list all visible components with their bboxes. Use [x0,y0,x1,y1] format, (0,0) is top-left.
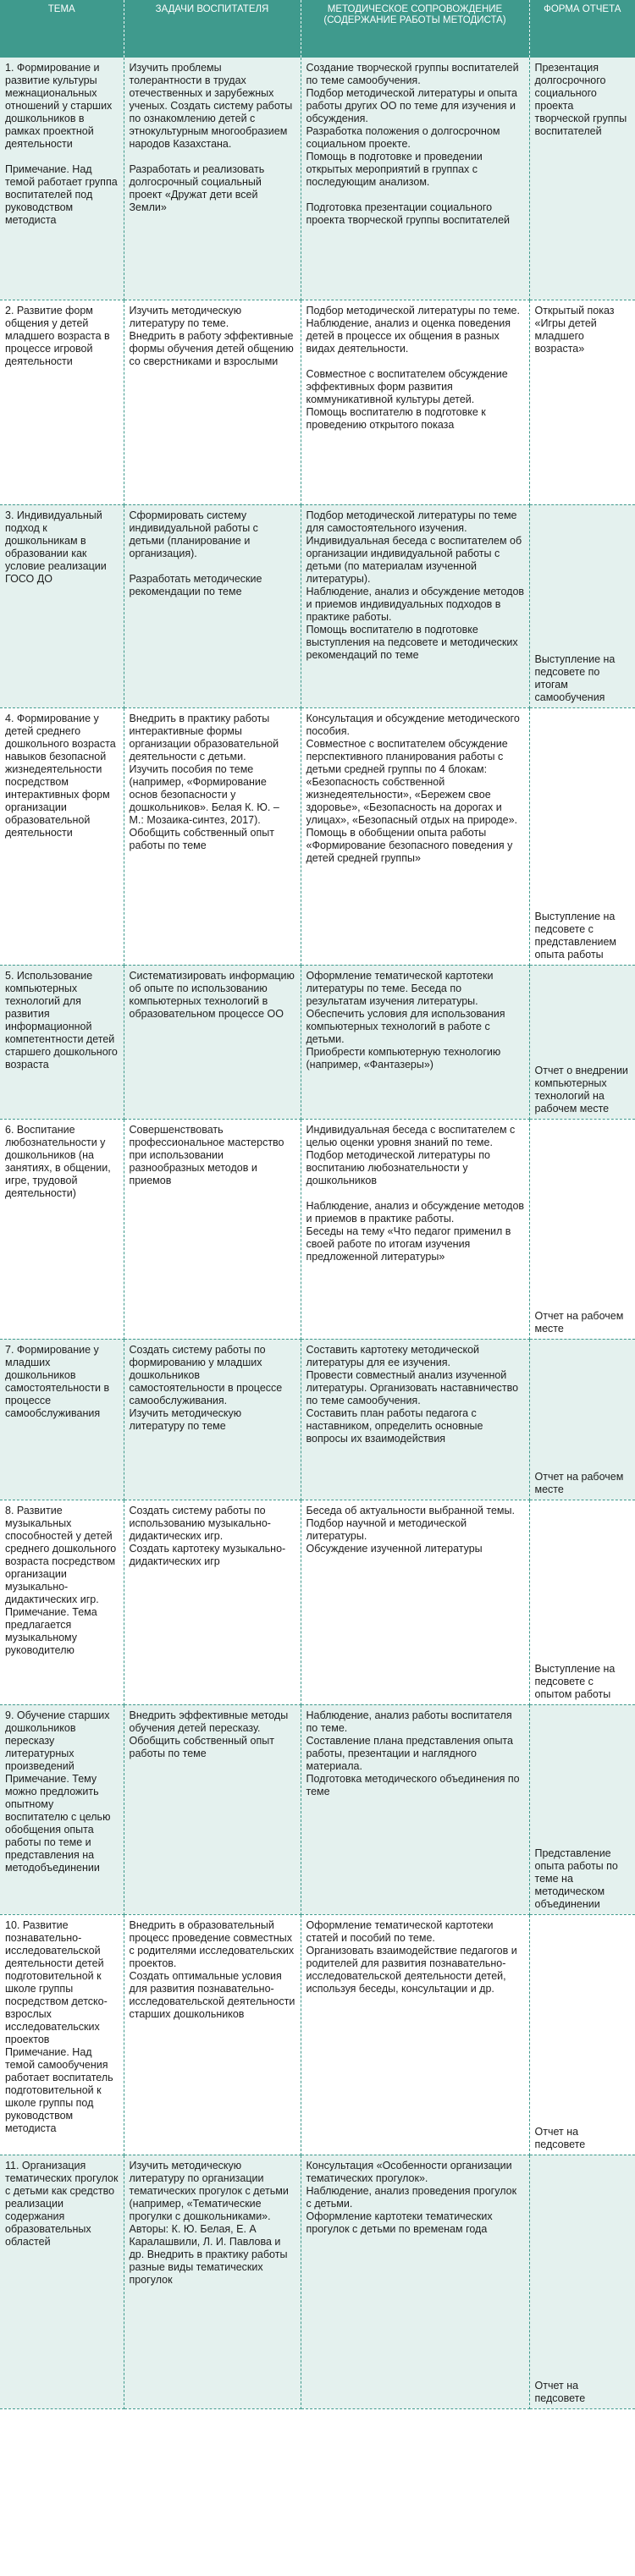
table-row [0,58,635,300]
topic-cell: 7. Формирование у младших дошкольников самостоятельности в процессе самообслуживания [0,1339,124,1500]
tasks-cell: Создать систему работы по формированию у младших дошкольников самостоятельности в процессе самообслуживания. Изучить методическую литературу по теме [124,1339,301,1500]
tasks-cell: Внедрить в образовательный процесс проведение совместных с родителями исследовательских проектов. Создать оптимальные условия для развития познавательно-исследовательской деятельности старших дошкольников [124,1914,301,2155]
header-report: ФОРМА ОТЧЕТА [529,0,635,58]
header-topic: ТЕМА [0,0,124,58]
report-cell: Представление опыта работы по теме на методическом объединении [529,1704,635,1914]
topic-cell: 3. Индивидуальный подход к дошкольникам в образовании как условие реализации ГОСО ДО [0,504,124,707]
tasks-cell: Изучить методическую литературу по теме. Внедрить в работу эффективные формы обучения детей общению со сверстниками и взрослыми [124,300,301,504]
topic-cell: 9. Обучение старших дошкольников пересказу литературных произведений Примечание. Тему можно предложить опытному воспитателю с целью обобщения опыта работы по теме и представления на методобъединении [0,1704,124,1914]
table-row [0,1339,635,1500]
support-cell: Консультация «Особенности организации тематических прогулок». Наблюдение, анализ проведения прогулок с детьми. Оформление картотеки тематических прогулок с детьми по временам года [301,2155,529,2408]
report-cell: Открытый показ «Игры детей младшего возраста» [529,300,635,504]
support-cell: Индивидуальная беседа с воспитателем с целью оценки уровня знаний по теме. Подбор методической литературы по воспитанию любознательности у дошкольников Наблюдение, анализ и обсуждение методов и приемов в практике работы. Беседы на тему «Что педагог применил в своей работе по итогам изучения предложенной литературы» [301,1119,529,1339]
support-cell: Беседа об актуальности выбранной темы. Подбор научной и методической литературы. Обсуждение изученной литературы [301,1500,529,1704]
tasks-cell: Внедрить в практику работы интерактивные формы организации образовательной деятельности с детьми. Изучить пособия по теме (например, «Формирование основ безопасности у дошкольников». Белая К. Ю. – М.: Мозаика-синтез, 2017). Обобщить собственный опыт работы по теме [124,707,301,965]
table-row [0,1119,635,1339]
report-cell: Выступление на педсовете с опытом работы [529,1500,635,1704]
support-cell: Подбор методической литературы по теме. Наблюдение, анализ и оценка поведения детей в процессе их общения в разных видах деятельности. Совместное с воспитателем обсуждение эффективных форм развития коммуникативной культуры детей. Помощь воспитателю в подготовке к проведению открытого показа [301,300,529,504]
header-tasks: ЗАДАЧИ ВОСПИТАТЕЛЯ [124,0,301,58]
support-cell: Оформление тематической картотеки литературы по теме. Беседа по результатам изучения литературы. Обеспечить условия для использования компьютерных технологий в работе с детьми. Приобрести компьютерную технологию (например, «Фантазеры») [301,965,529,1119]
table-row [0,1500,635,1704]
support-cell: Консультация и обсуждение методического пособия. Совместное с воспитателем обсуждение перспективного планирования работы с детьми средней группы по 4 блокам: «Безопасность собственной жизнедеятельности», «Бережем свое здоровье», «Безопасность на дорогах и улицах», «Безопасный отдых на природе». Помощь в обобщении опыта работы «Формирование безопасного поведения у детей средней группы» [301,707,529,965]
table-row [0,1704,635,1914]
table-row [0,1914,635,2155]
topic-cell: 4. Формирование у детей среднего дошкольного возраста навыков безопасной жизнедеятельности посредством интерактивных форм организации образовательной деятельности [0,707,124,965]
table-row [0,300,635,504]
report-cell: Отчет на рабочем месте [529,1119,635,1339]
support-cell: Подбор методической литературы по теме для самостоятельного изучения. Индивидуальная беседа с воспитателем об организации индивидуальной работы с детьми (по материалам изученной литературы). Наблюдение, анализ и обсуждение методов и приемов индивидуальных подходов в практике работы. Помощь воспитателю в подготовке выступления на педсовете и методических рекомендаций по теме [301,504,529,707]
topic-cell: 1. Формирование и развитие культуры межнациональных отношений у старших дошкольников в рамках проектной деятельности Примечание. Над темой работает группа воспитателей под руководством методиста [0,58,124,300]
tasks-cell: Сформировать систему индивидуальной работы с детьми (планирование и организация). Разработать методические рекомендации по теме [124,504,301,707]
topic-cell: 6. Воспитание любознательности у дошкольников (на занятиях, в общении, игре, трудовой деятельности) [0,1119,124,1339]
topic-cell: 10. Развитие познавательно-исследовательской деятельности детей подготовительной к школе группы посредством детско-взрослых исследовательских проектов Примечание. Над темой самообучения работает воспитатель подготовительной к школе группы под руководством методиста [0,1914,124,2155]
tasks-cell: Изучить проблемы толерантности в трудах отечественных и зарубежных ученых. Создать систему работы по ознакомлению детей с этнокультурным многообразием народов Казахстана. Разработать и реализовать долгосрочный социальный проект «Дружат дети всей Земли» [124,58,301,300]
tasks-cell: Создать систему работы по использованию музыкально-дидактических игр. Создать картотеку музыкально-дидактических игр [124,1500,301,1704]
report-cell: Отчет на педсовете [529,1914,635,2155]
table-row [0,504,635,707]
topic-cell: 2. Развитие форм общения у детей младшего возраста в процессе игровой деятельности [0,300,124,504]
report-cell: Отчет на педсовете [529,2155,635,2408]
report-cell: Выступление на педсовете с представлением опыта работы [529,707,635,965]
report-cell: Отчет о внедрении компьютерных технологий на рабочем месте [529,965,635,1119]
tasks-cell: Совершенствовать профессиональное мастерство при использовании разнообразных методов и приемов [124,1119,301,1339]
support-cell: Оформление тематической картотеки статей и пособий по теме. Организовать взаимодействие педагогов и родителей для развития познавательно-исследовательской деятельности детей, используя беседы, консультации и др. [301,1914,529,2155]
table-header [0,0,635,58]
table-row [0,965,635,1119]
topic-cell: 11. Организация тематических прогулок с детьми как средство реализации содержания образовательных областей [0,2155,124,2408]
support-cell: Наблюдение, анализ работы воспитателя по теме. Составление плана представления опыта работы, презентации и наглядного материала. Подготовка методического объединения по теме [301,1704,529,1914]
header-support: МЕТОДИЧЕСКОЕ СОПРОВОЖДЕНИЕ (СОДЕРЖАНИЕ РАБОТЫ МЕТОДИСТА) [301,0,529,58]
topic-cell: 8. Развитие музыкальных способностей у детей среднего дошкольного возраста посредством организации музыкально-дидактических игр. Примечание. Тема предлагается музыкальному руководителю [0,1500,124,1704]
report-cell: Отчет на рабочем месте [529,1339,635,1500]
tasks-cell: Внедрить эффективные методы обучения детей пересказу. Обобщить собственный опыт работы по теме [124,1704,301,1914]
report-cell: Выступление на педсовете по итогам самообучения [529,504,635,707]
report-cell: Презентация долгосрочного социального проекта творческой группы воспитателей [529,58,635,300]
table-row [0,2155,635,2408]
table-row [0,707,635,965]
tasks-cell: Систематизировать информацию об опыте по использованию компьютерных технологий в образовательном процессе ОО [124,965,301,1119]
tasks-cell: Изучить методическую литературу по организации тематических прогулок с детьми (например, «Тематические прогулки с дошкольниками». Авторы: К. Ю. Белая, Е. А Каралашвили, Л. И. Павлова и др. Внедрить в практику работы разные виды тематических прогулок [124,2155,301,2408]
topic-cell: 5. Использование компьютерных технологий для развития информационной компетентности детей старшего дошкольного возраста [0,965,124,1119]
support-cell: Создание творческой группы воспитателей по теме самообучения. Подбор методической литературы и опыта работы других ОО по теме для изучения и обсуждения. Разработка положения о долгосрочном социальном проекте. Помощь в подготовке и проведении открытых мероприятий в группах с последующим анализом. Подготовка презентации социального проекта творческой группы воспитателей [301,58,529,300]
support-cell: Составить картотеку методической литературы для ее изучения. Провести совместный анализ изученной литературы. Организовать наставничество по теме самообучения. Составить план работы педагога с наставником, определить основные вопросы их взаимодействия [301,1339,529,1500]
